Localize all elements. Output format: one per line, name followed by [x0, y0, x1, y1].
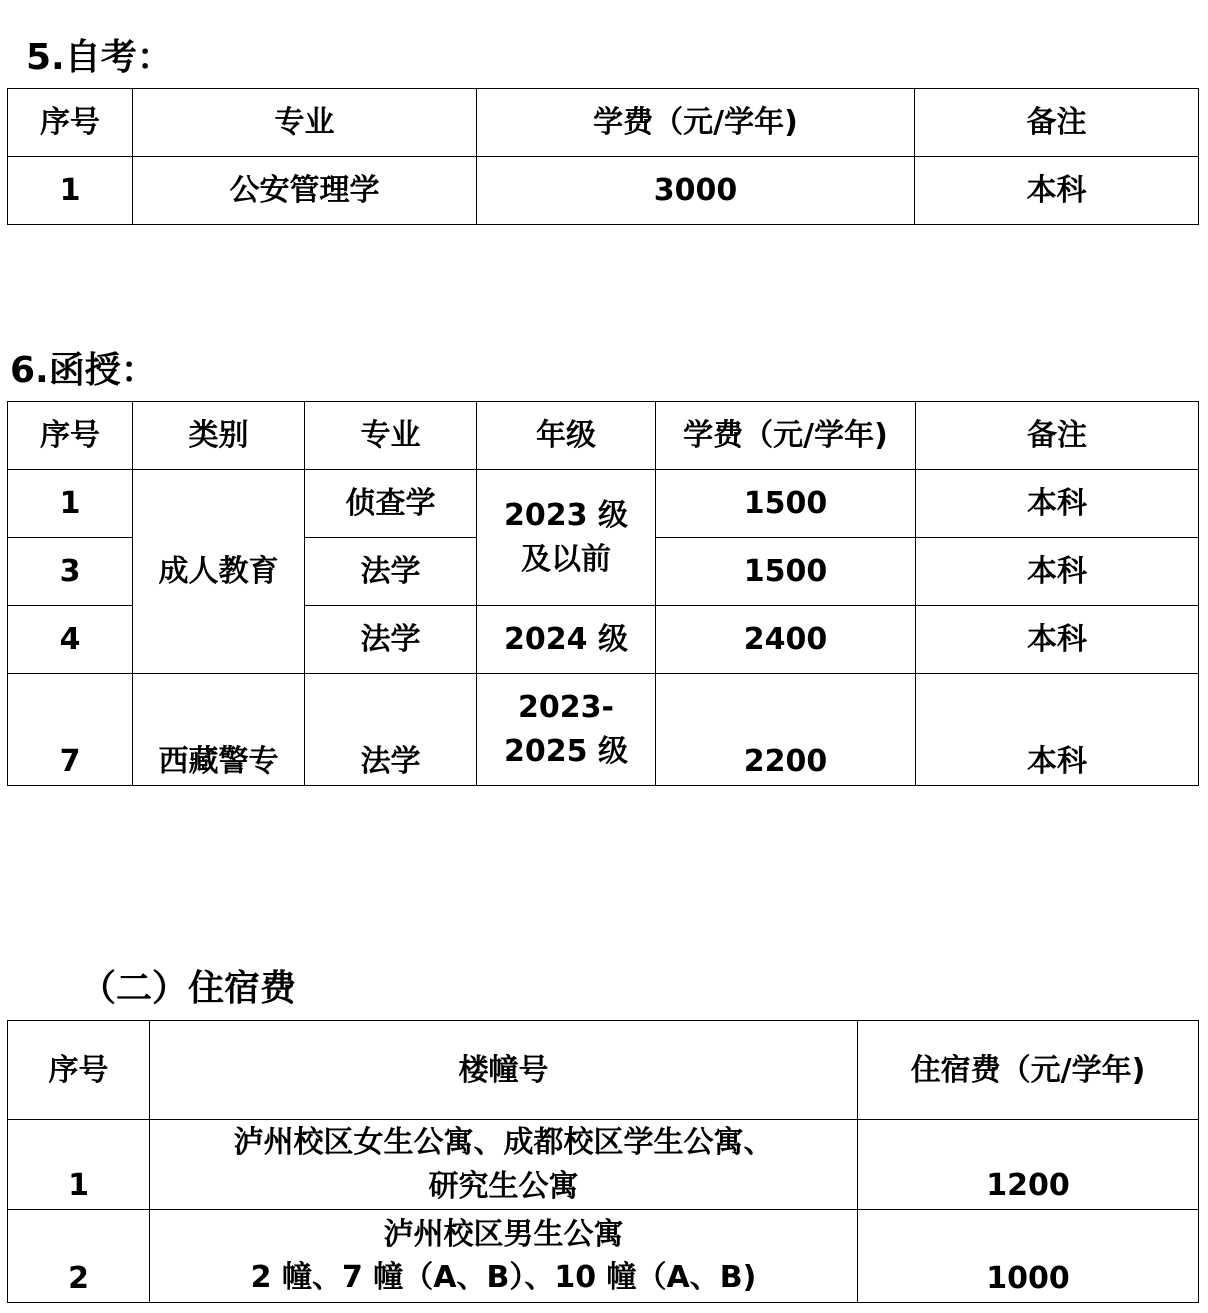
- correspondence-fee-table: [7, 401, 1199, 786]
- grade-line-1: 2023 级: [504, 498, 628, 533]
- header-cell-note: 备注: [915, 89, 1199, 157]
- header-cell-no: 序号: [8, 402, 133, 470]
- building-line-1: 泸州校区男生公寓: [383, 1216, 624, 1252]
- cell-note: 本科: [916, 606, 1199, 674]
- cell-building: [150, 1210, 858, 1303]
- section6-title: 6.函授：: [10, 350, 157, 391]
- cell-category-merged: 成人教育: [133, 470, 305, 674]
- header-cell-no: 序号: [8, 89, 133, 157]
- header-cell-major: 专业: [133, 89, 477, 157]
- cell-no: 1: [8, 157, 133, 225]
- header-cell-category: 类别: [133, 402, 305, 470]
- table-header-row: [8, 1021, 1199, 1120]
- section5-title: 5.自考：: [26, 37, 173, 78]
- cell-fee: 1200: [858, 1120, 1199, 1210]
- header-cell-grade: 年级: [477, 402, 656, 470]
- header-cell-major: 专业: [305, 402, 477, 470]
- grade-line-2: 及以前: [521, 541, 611, 577]
- dorm-fee-table: [7, 1020, 1199, 1303]
- header-cell-fee: 住宿费（元/学年): [858, 1021, 1199, 1120]
- cell-grade: [477, 674, 656, 786]
- table-row: [8, 470, 1199, 538]
- table-row: [8, 674, 1199, 786]
- header-cell-no: 序号: [8, 1021, 150, 1120]
- cell-fee: 1500: [656, 538, 916, 606]
- cell-note: 本科: [915, 157, 1199, 225]
- cell-building: [150, 1120, 858, 1210]
- table-row: [8, 157, 1199, 225]
- building-line-2: 2 幢、7 幢（A、B）、10 幢（A、B): [250, 1260, 757, 1295]
- cell-fee: 2200: [656, 674, 916, 786]
- self-study-fee-table: [7, 88, 1199, 225]
- cell-note: 本科: [916, 674, 1199, 786]
- cell-no: 3: [8, 538, 133, 606]
- cell-grade: 2024 级: [477, 606, 656, 674]
- cell-no: 4: [8, 606, 133, 674]
- grade-line-1: 2023-: [518, 690, 614, 725]
- cell-no: 7: [8, 674, 133, 786]
- cell-category: 西藏警专: [133, 674, 305, 786]
- cell-no: 1: [8, 1120, 150, 1210]
- cell-no: 1: [8, 470, 133, 538]
- cell-major: 公安管理学: [133, 157, 477, 225]
- building-line-1: 泸州校区女生公寓、成都校区学生公寓、: [233, 1125, 774, 1160]
- header-cell-building: 楼幢号: [150, 1021, 858, 1120]
- cell-major: 法学: [305, 538, 477, 606]
- building-line-2: 研究生公寓: [428, 1168, 579, 1204]
- cell-note: 本科: [916, 470, 1199, 538]
- cell-major: 侦查学: [305, 470, 477, 538]
- cell-fee: 1500: [656, 470, 916, 538]
- table-header-row: [8, 89, 1199, 157]
- cell-grade-merged: [477, 470, 656, 606]
- cell-fee: 3000: [477, 157, 915, 225]
- table-row: [8, 1210, 1199, 1303]
- grade-line-2: 2025 级: [504, 733, 628, 769]
- header-cell-note: 备注: [916, 402, 1199, 470]
- cell-note: 本科: [916, 538, 1199, 606]
- table-row: [8, 1120, 1199, 1210]
- dorm-section-title: （二）住宿费: [80, 968, 297, 1009]
- cell-major: 法学: [305, 674, 477, 786]
- cell-fee: 2400: [656, 606, 916, 674]
- header-cell-fee: 学费（元/学年): [477, 89, 915, 157]
- cell-no: 2: [8, 1210, 150, 1303]
- cell-major: 法学: [305, 606, 477, 674]
- cell-fee: 1000: [858, 1210, 1199, 1303]
- table-header-row: [8, 402, 1199, 470]
- header-cell-fee: 学费（元/学年): [656, 402, 916, 470]
